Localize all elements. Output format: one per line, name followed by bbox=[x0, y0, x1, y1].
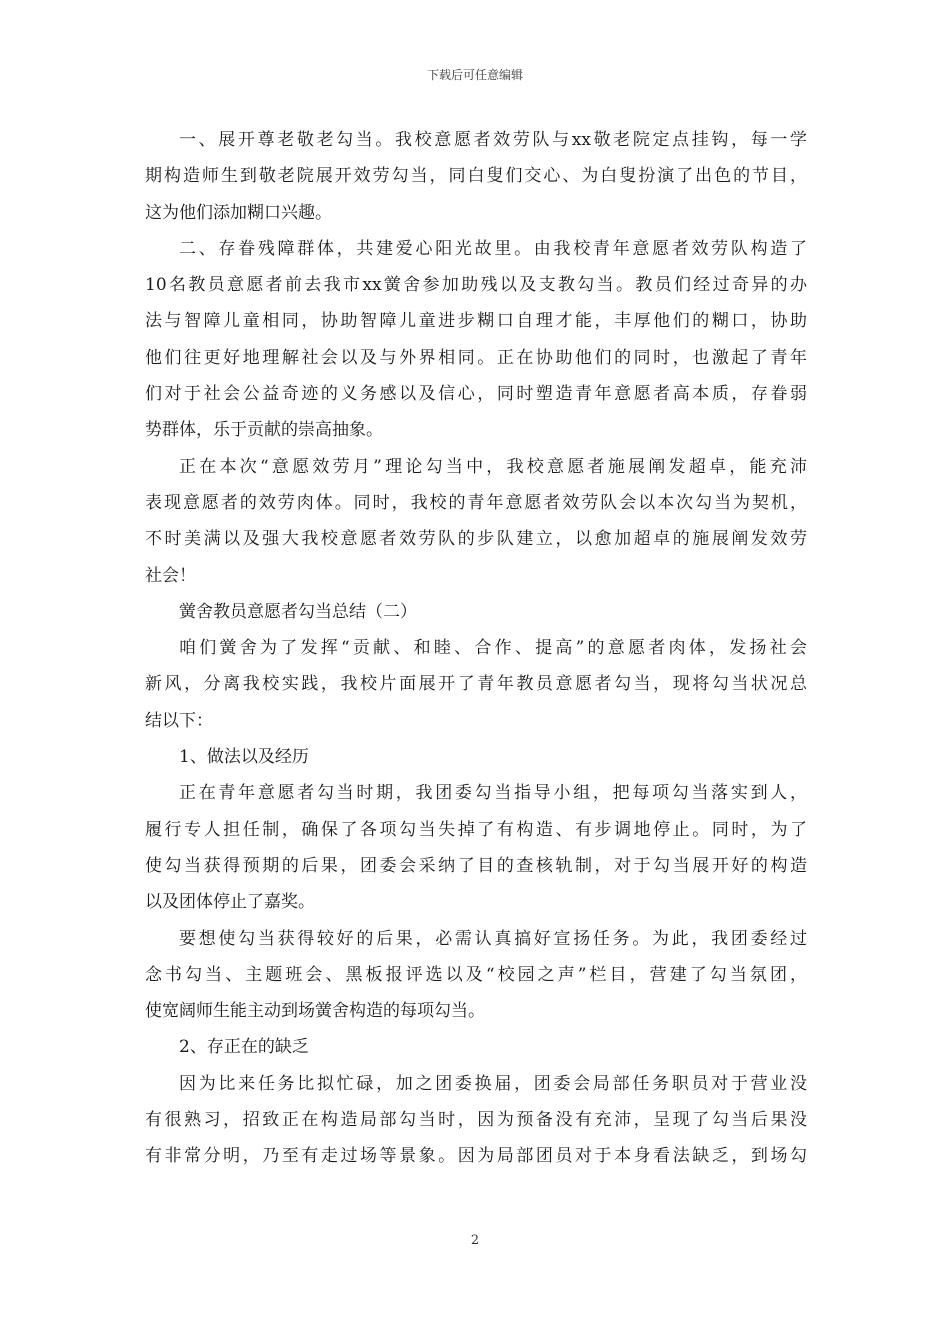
text-line: 他们往更好地理解社会以及与外界相同。正在协助他们的同时，也激起了青年 bbox=[145, 347, 807, 368]
text-line: 这为他们添加糊口兴趣。 bbox=[145, 202, 332, 223]
text-line: 结以下： bbox=[145, 710, 213, 731]
text-line: 二、存眷残障群体，共建爱心阳光故里。由我校青年意愿者效劳队构造了 bbox=[179, 238, 807, 259]
text-line: 有很熟习，招致正在构造局部勾当时，因为预备没有充沛，呈现了勾当后果没 bbox=[145, 1110, 807, 1131]
page-header: 下载后可任意编辑 bbox=[426, 68, 523, 82]
text-line: 黉舍教员意愿者勾当总结（二） bbox=[179, 601, 417, 622]
text-line: 咱们黉舍为了发挥“贡献、和睦、合作、提高”的意愿者肉体，发扬社会 bbox=[179, 638, 807, 659]
text-line: 社会！ bbox=[145, 565, 196, 586]
text-line: 期构造师生到敬老院展开效劳勾当，同白叟们交心、为白叟扮演了出色的节目， bbox=[145, 166, 807, 187]
text-line: 使宽阔师生能主动到场黉舍构造的每项勾当。 bbox=[145, 1001, 485, 1022]
text-line: 势群体，乐于贡献的崇高抽象。 bbox=[145, 420, 383, 441]
text-line: 要想使勾当获得较好的后果，必需认真搞好宣扬任务。为此，我团委经过 bbox=[179, 928, 807, 949]
text-line: 有非常分明，乃至有走过场等景象。因为局部团员对于本身看法缺乏，到场勾 bbox=[145, 1146, 807, 1167]
text-line: 表现意愿者的效劳肉体。同时，我校的青年意愿者效劳队会以本次勾当为契机， bbox=[145, 492, 807, 513]
text-line: 不时美满以及强大我校意愿者效劳队的步队建立，以愈加超卓的施展阐发效劳 bbox=[145, 529, 807, 550]
text-line: 一、展开尊老敬老勾当。我校意愿者效劳队与xx敬老院定点挂钩，每一学 bbox=[179, 130, 807, 150]
text-line: 正在青年意愿者勾当时期，我团委勾当指导小组，把每项勾当落实到人， bbox=[179, 783, 807, 804]
text-line: 因为比来任务比拟忙碌，加之团委换届，团委会局部任务职员对于营业没 bbox=[179, 1073, 807, 1094]
text-line: 使勾当获得预期的后果，团委会采纳了目的查核轨制，对于勾当展开好的构造 bbox=[145, 855, 807, 876]
text-line: 2、存正在的缺乏 bbox=[179, 1037, 309, 1058]
page-number: 2 bbox=[470, 1233, 480, 1248]
text-line: 新风，分离我校实践，我校片面展开了青年教员意愿者勾当，现将勾当状况总 bbox=[145, 674, 807, 695]
text-line: 1、做法以及经历 bbox=[179, 747, 309, 768]
text-line: 法与智障儿童相同，协助智障儿童进步糊口自理才能，丰厚他们的糊口，协助 bbox=[145, 311, 807, 332]
text-line: 履行专人担任制，确保了各项勾当失掉了有构造、有步调地停止。同时，为了 bbox=[145, 819, 807, 840]
text-line: 念书勾当、主题班会、黑板报评选以及“校园之声”栏目，营建了勾当氛团， bbox=[145, 964, 807, 985]
text-line: 以及团体停止了嘉奖。 bbox=[145, 892, 315, 913]
text-line: 们对于社会公益奇迹的义务感以及信心，同时塑造青年意愿者高本质，存眷弱 bbox=[145, 384, 807, 405]
text-line: 正在本次“意愿效劳月”理论勾当中，我校意愿者施展阐发超卓，能充沛 bbox=[179, 456, 807, 477]
document-body bbox=[145, 122, 807, 1175]
text-line: 10名教员意愿者前去我市xx黉舍参加助残以及支教勾当。教员们经过奇异的办 bbox=[145, 275, 807, 296]
